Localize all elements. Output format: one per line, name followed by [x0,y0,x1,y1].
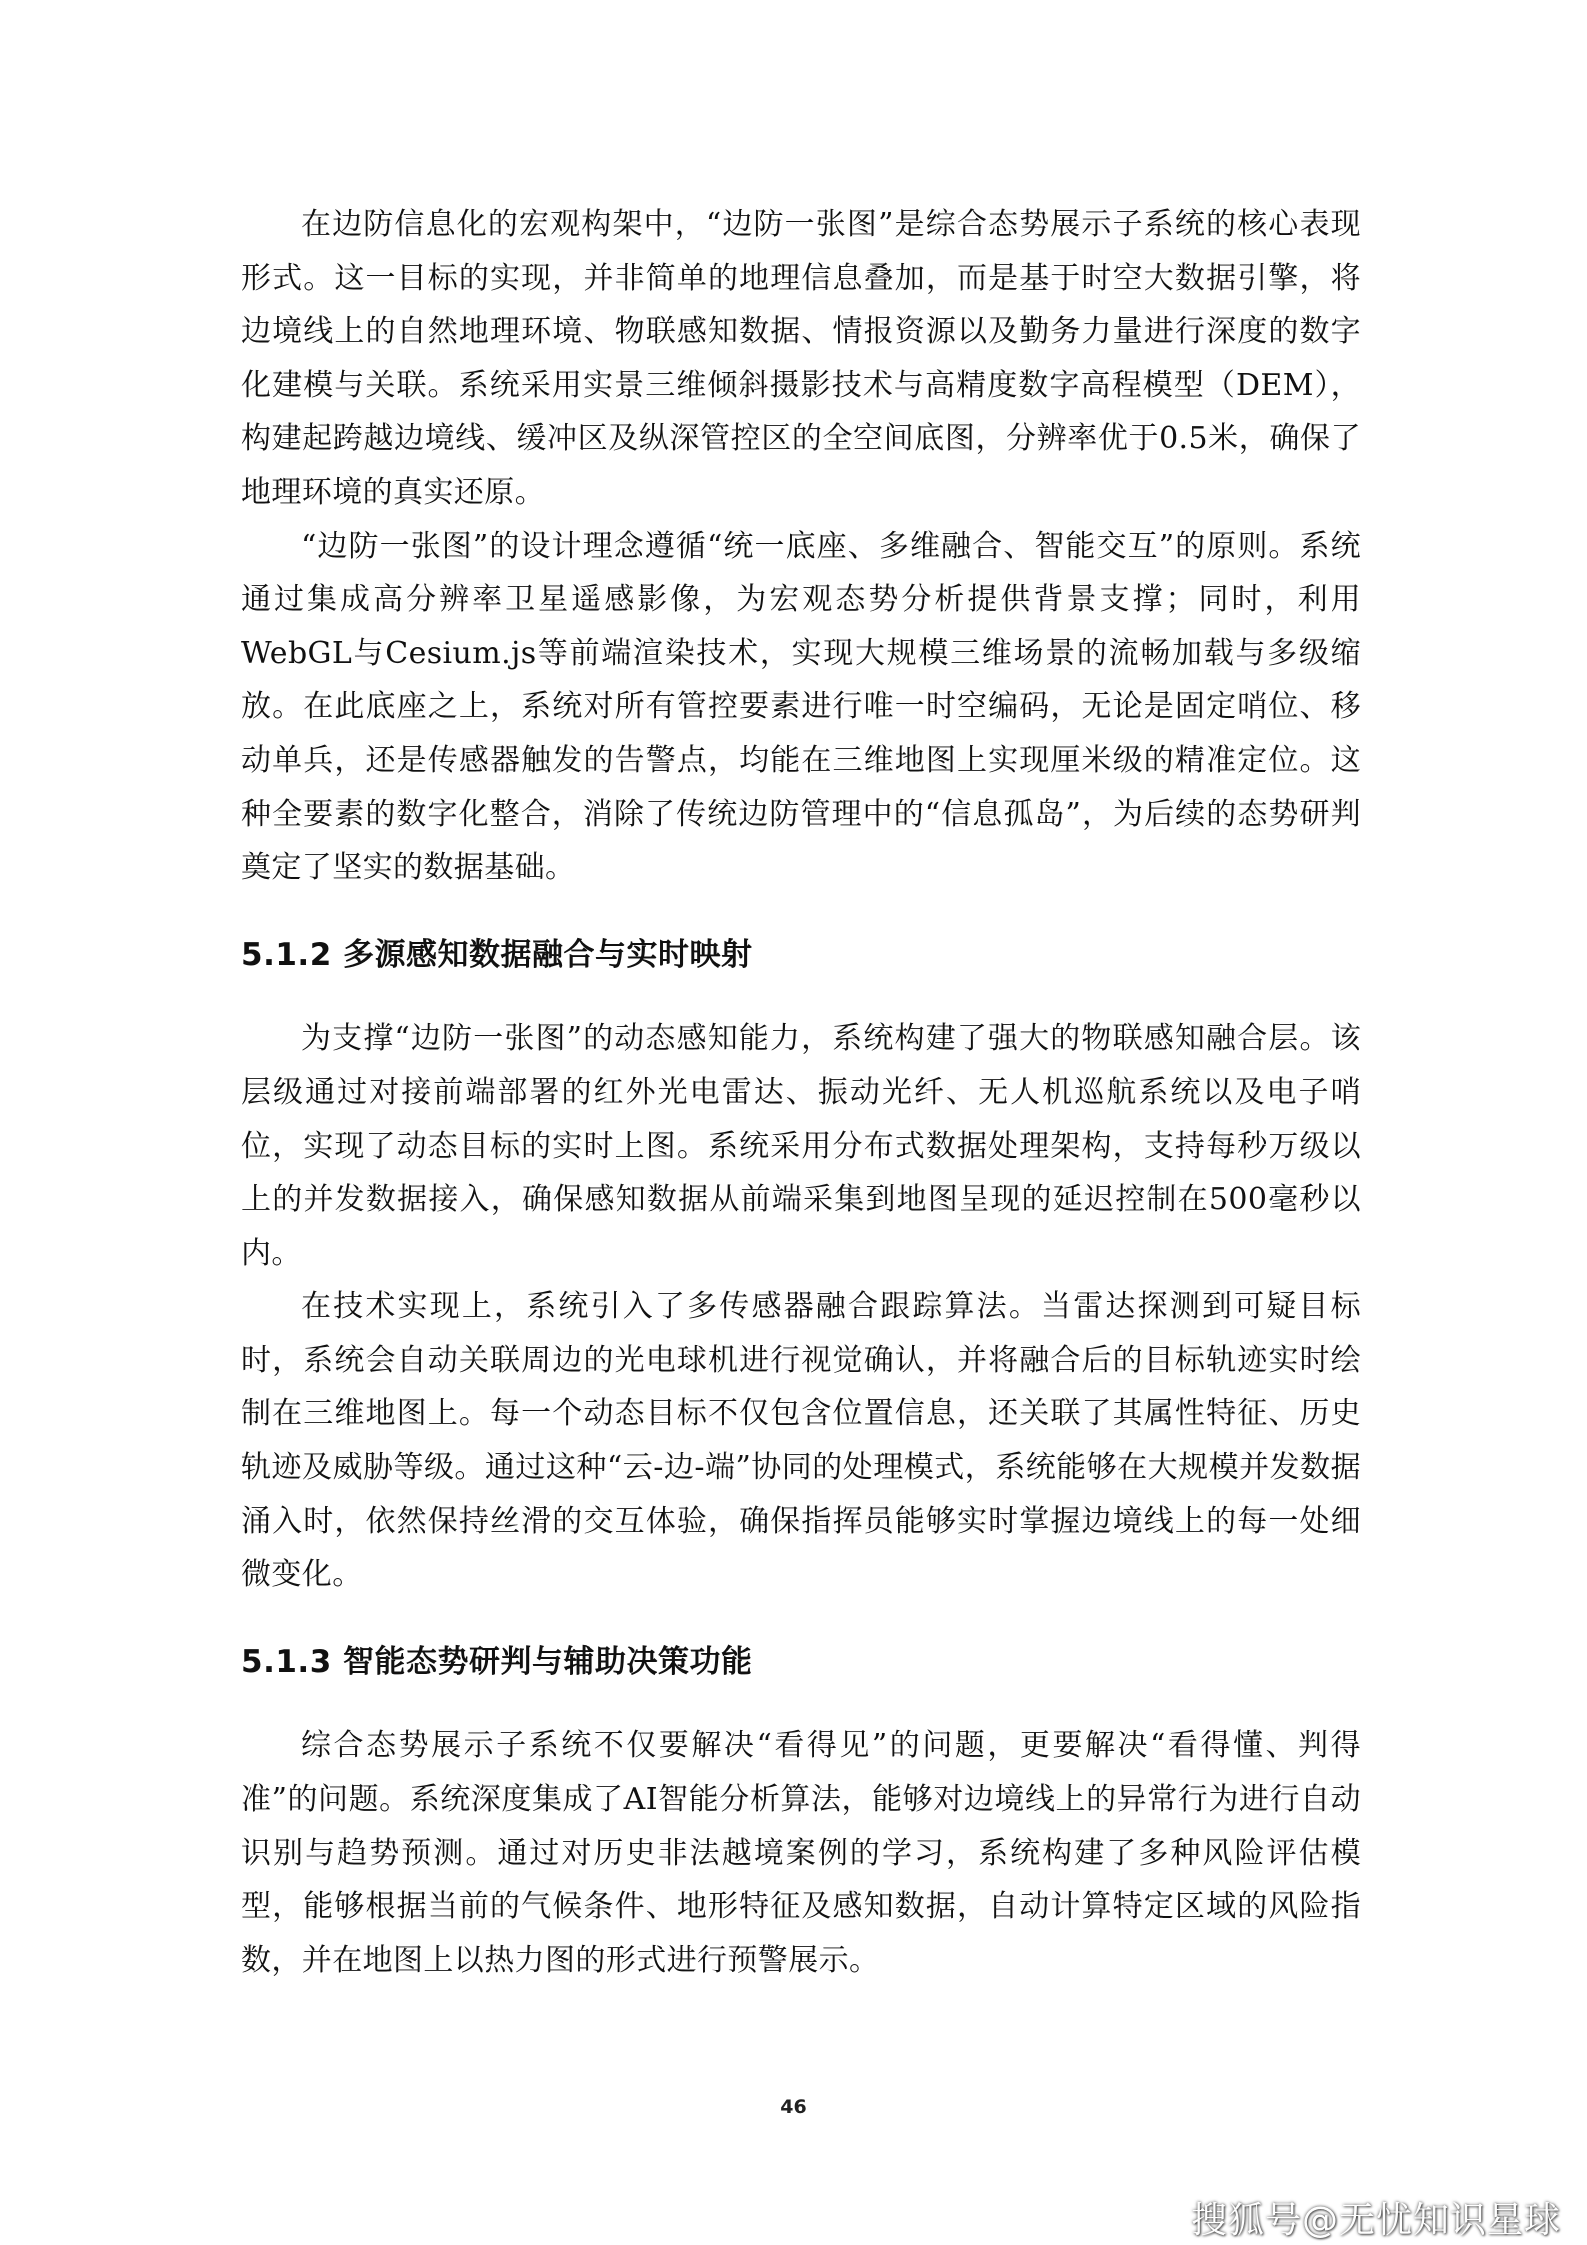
paragraph-3: 为支撑“边防一张图”的动态感知能力，系统构建了强大的物联感知融合层。该层级通过对接前端部署的红外光电雷达、振动光纤、无人机巡航系统以及电子哨位，实现了动态目标的实时上图。系统采用分布式数据处理架构，支持每秒万级以上的并发数据接入，确保感知数据从前端采集到地图呈现的延迟控制在500毫秒以内。 [241,1021,1361,1271]
page-content [241,198,1361,1987]
section-heading-5-1-3: 5.1.3 智能态势研判与辅助决策功能 [241,1643,753,1680]
paragraph-2: “边防一张图”的设计理念遵循“统一底座、多维融合、智能交互”的原则。系统通过集成高分辨率卫星遥感影像，为宏观态势分析提供背景支撑；同时，利用WebGL与Cesium.js等前端渲染技术，实现大规模三维场景的流畅加载与多级缩放。在此底座之上，系统对所有管控要素进行唯一时空编码，无论是固定哨位、移动单兵，还是传感器触发的告警点，均能在三维地图上实现厘米级的精准定位。这种全要素的数字化整合，消除了传统边防管理中的“信息孤岛”，为后续的态势研判奠定了坚实的数据基础。 [241,528,1361,886]
page-number: 46 [780,2096,807,2118]
paragraph-5: 综合态势展示子系统不仅要解决“看得见”的问题，更要解决“看得懂、判得准”的问题。系统深度集成了AI智能分析算法，能够对边境线上的异常行为进行自动识别与趋势预测。通过对历史非法越境案例的学习，系统构建了多种风险评估模型，能够根据当前的气候条件、地形特征及感知数据，自动计算特定区域的风险指数，并在地图上以热力图的形式进行预警展示。 [241,1728,1361,1978]
section-heading-5-1-2: 5.1.2 多源感知数据融合与实时映射 [241,936,753,973]
paragraph-4: 在技术实现上，系统引入了多传感器融合跟踪算法。当雷达探测到可疑目标时，系统会自动关联周边的光电球机进行视觉确认，并将融合后的目标轨迹实时绘制在三维地图上。每一个动态目标不仅包含位置信息，还关联了其属性特征、历史轨迹及威胁等级。通过这种“云-边-端”协同的处理模式，系统能够在大规模并发数据涌入时，依然保持丝滑的交互体验，确保指挥员能够实时掌握边境线上的每一处细微变化。 [241,1289,1361,1593]
watermark-logo: 搜狐号@无忧知识星球 [1190,2200,1561,2241]
paragraph-1: 在边防信息化的宏观构架中，“边防一张图”是综合态势展示子系统的核心表现形式。这一目标的实现，并非简单的地理信息叠加，而是基于时空大数据引擎，将边境线上的自然地理环境、物联感知数据、情报资源以及勤务力量进行深度的数字化建模与关联。系统采用实景三维倾斜摄影技术与高精度数字高程模型（DEM），构建起跨越边境线、缓冲区及纵深管控区的全空间底图，分辨率优于0.5米，确保了地理环境的真实还原。 [241,207,1361,510]
